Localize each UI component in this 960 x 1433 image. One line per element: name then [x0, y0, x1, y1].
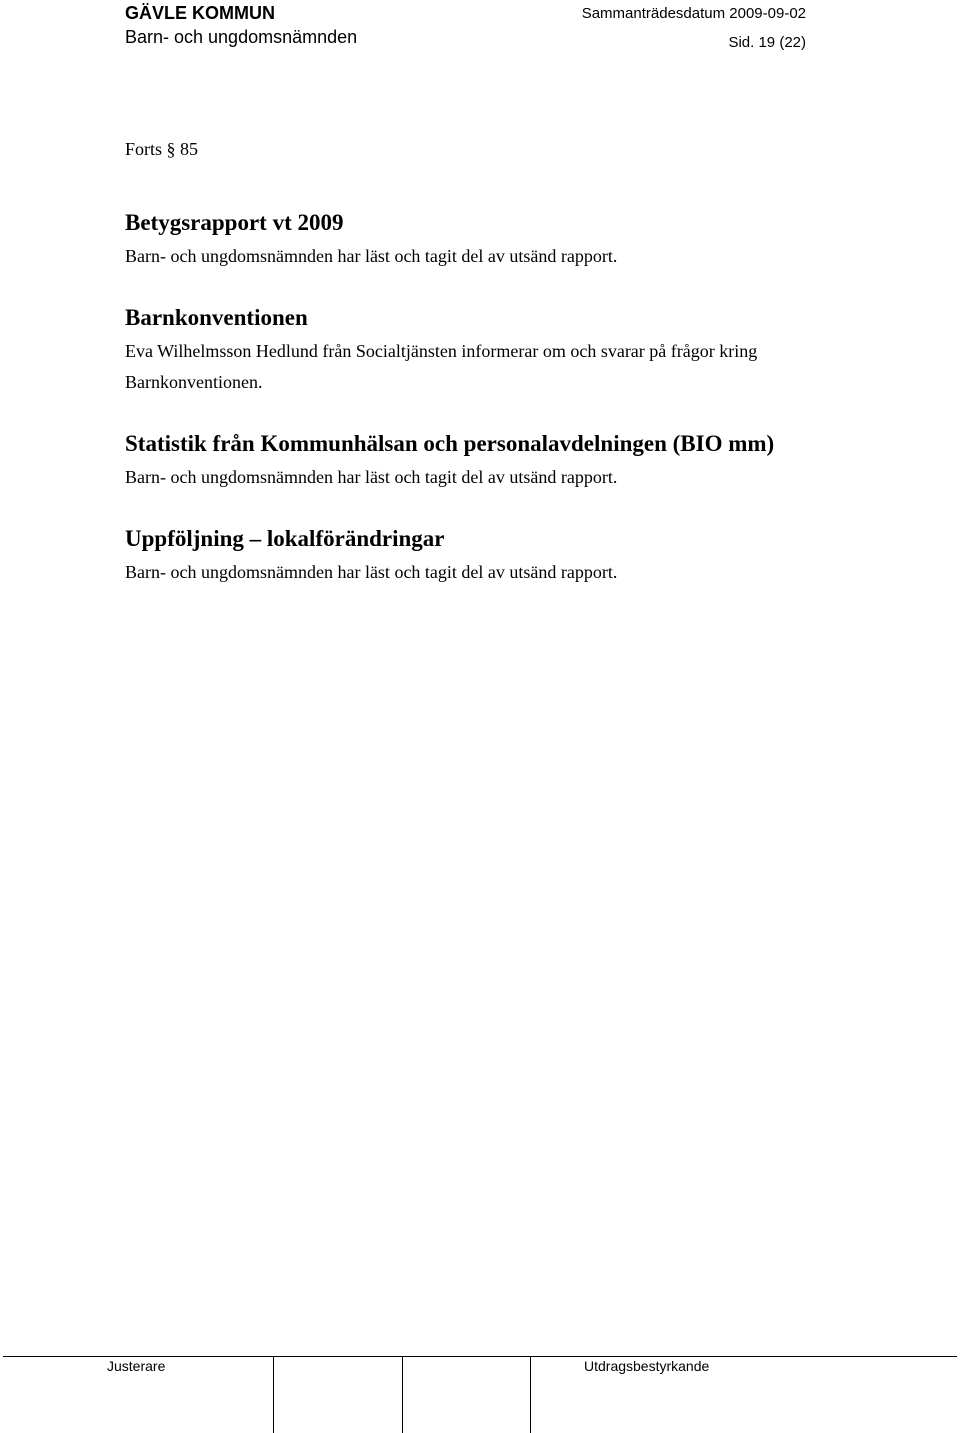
- footer-justerare-label: Justerare: [107, 1358, 166, 1374]
- footer-cell-divider: [402, 1356, 403, 1433]
- section-text: Eva Wilhelmsson Hedlund från Socialtjänsten informerar om och svarar på frågor kring Barnkonventionen.: [125, 341, 758, 392]
- section-heading: Barnkonventionen: [125, 305, 308, 330]
- footer-cell-divider: [530, 1356, 531, 1433]
- section-heading: Uppföljning – lokalförändringar: [125, 526, 445, 551]
- continuation-marker: Forts § 85: [125, 139, 199, 159]
- section-barnkonventionen: [125, 300, 805, 398]
- section-text: Barn- och ungdomsnämnden har läst och tagit del av utsänd rapport.: [125, 467, 618, 487]
- page-number: Sid. 19 (22): [728, 34, 806, 51]
- section-statistik: [125, 426, 805, 493]
- section-heading: Statistik från Kommunhälsan och personalavdelningen (BIO mm): [125, 431, 775, 456]
- footer-utdragsbestyrkande-label: Utdragsbestyrkande: [584, 1358, 710, 1374]
- section-text: Barn- och ungdomsnämnden har läst och tagit del av utsänd rapport.: [125, 246, 618, 266]
- section-heading: Betygsrapport vt 2009: [125, 210, 344, 235]
- document-body: [125, 205, 805, 616]
- section-betygsrapport: [125, 205, 805, 272]
- department-name: Barn- och ungdomsnämnden: [125, 27, 358, 47]
- section-uppfoljning: [125, 521, 805, 588]
- section-text: Barn- och ungdomsnämnden har läst och tagit del av utsänd rapport.: [125, 562, 618, 582]
- organization-name: GÄVLE KOMMUN: [125, 3, 275, 23]
- footer-rule: [3, 1356, 957, 1357]
- footer-cell-divider: [273, 1356, 274, 1433]
- meeting-date: Sammanträdesdatum 2009-09-02: [581, 5, 806, 22]
